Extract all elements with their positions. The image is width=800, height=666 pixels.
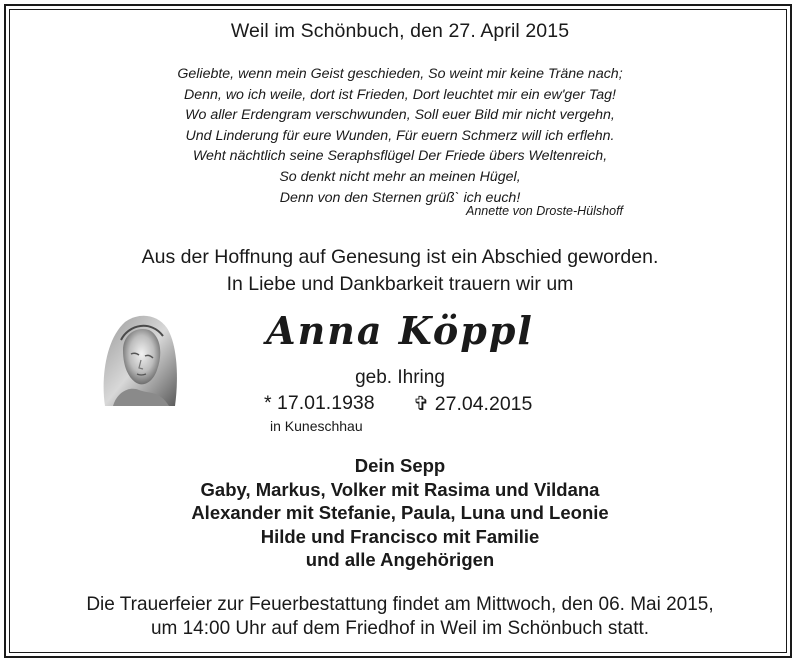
birthplace: in Kuneschhau bbox=[270, 418, 363, 434]
mourners-list bbox=[0, 454, 800, 572]
poem-line: Und Linderung für eure Wunden, Für euern Schmerz will ich erflehn. bbox=[185, 127, 615, 144]
service-line-2: um 14:00 Uhr auf dem Friedhof in Weil im Schönbuch statt. bbox=[150, 618, 650, 639]
service-info bbox=[0, 593, 800, 641]
poem bbox=[0, 64, 800, 208]
deceased-name: Anna Köppl bbox=[266, 308, 534, 353]
place-date-header: Weil im Schönbuch, den 27. April 2015 bbox=[230, 20, 570, 42]
mourner-line: und alle Angehörigen bbox=[305, 549, 495, 570]
poem-author: Annette von Droste-Hülshoff bbox=[466, 204, 624, 218]
mourner-line: Dein Sepp bbox=[354, 455, 446, 476]
poem-line: Wo aller Erdengram verschwunden, Soll euer Bild mir nicht vergehn, bbox=[185, 107, 615, 124]
intro-text bbox=[0, 244, 800, 298]
birth-date: * 17.01.1938 bbox=[264, 392, 375, 414]
death-date: ✞ 27.04.2015 bbox=[413, 393, 533, 415]
service-line-1: Die Trauerfeier zur Feuerbestattung findet am Mittwoch, den 06. Mai 2015, bbox=[86, 594, 714, 615]
intro-line-1: Aus der Hoffnung auf Genesung ist ein Abschied geworden. bbox=[141, 246, 659, 268]
mourner-line: Gaby, Markus, Volker mit Rasima und Vildana bbox=[200, 478, 600, 500]
maiden-name: geb. Ihring bbox=[355, 367, 445, 388]
poem-line: Denn von den Sternen grüß` ich euch! bbox=[279, 189, 521, 206]
poem-line: Geliebte, wenn mein Geist geschieden, So weint mir keine Träne nach; bbox=[177, 66, 623, 82]
mourner-line: Hilde und Francisco mit Familie bbox=[260, 525, 540, 547]
poem-line: So denkt nicht mehr an meinen Hügel, bbox=[279, 168, 521, 185]
intro-line-2: In Liebe und Dankbarkeit trauern wir um bbox=[226, 273, 574, 295]
poem-line: Denn, wo ich weile, dort ist Frieden, Dort leuchtet mir ein ew'ger Tag! bbox=[184, 86, 616, 103]
mourner-line: Alexander mit Stefanie, Paula, Luna und Leonie bbox=[191, 502, 609, 523]
poem-line: Weht nächtlich seine Seraphsflügel Der Friede übers Weltenreich, bbox=[192, 148, 608, 165]
